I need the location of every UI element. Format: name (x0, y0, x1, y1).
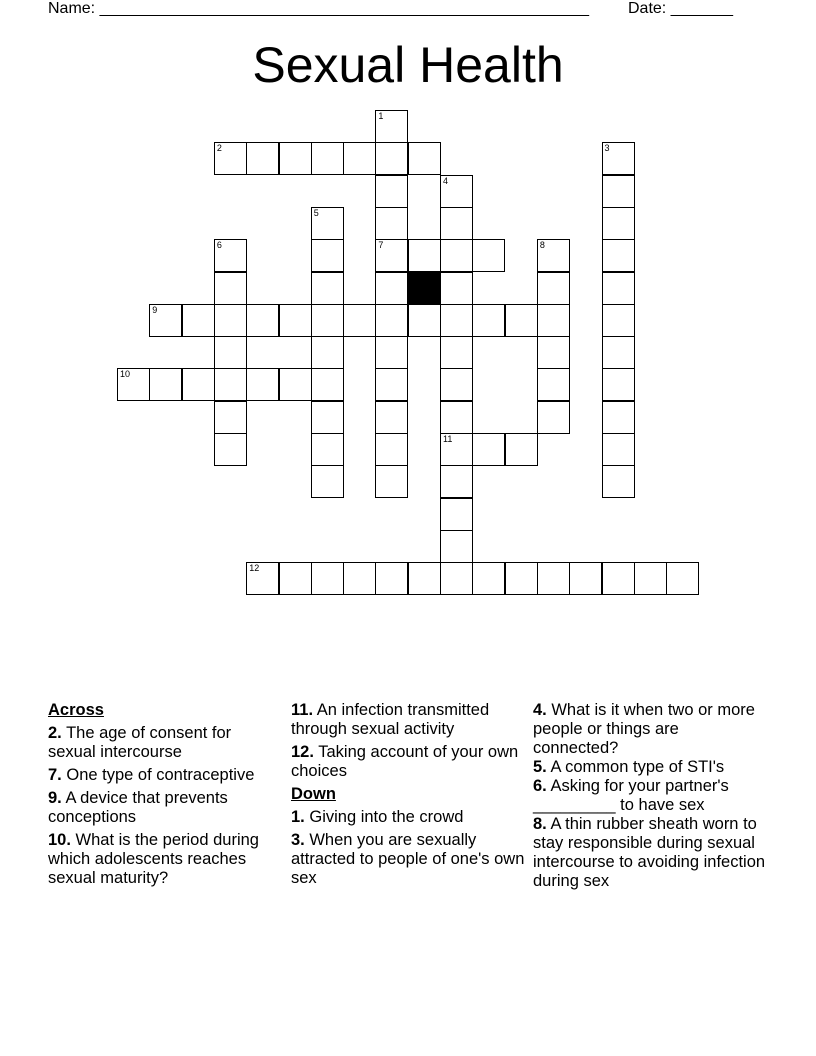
clue-number: 5 (313, 207, 319, 218)
grid-cell[interactable] (375, 272, 408, 305)
clue-number: 8 (539, 240, 545, 251)
grid-cell[interactable] (537, 401, 570, 434)
grid-cell[interactable] (311, 239, 344, 272)
grid-cell[interactable] (279, 304, 312, 337)
clue-down-4: 4. What is it when two or more people or things are connected? (533, 701, 755, 757)
grid-cell[interactable] (602, 562, 635, 595)
grid-cell[interactable] (602, 465, 635, 498)
grid-cell[interactable] (246, 562, 279, 595)
grid-cell[interactable] (343, 562, 376, 595)
grid-cell[interactable] (214, 433, 247, 466)
grid-cell[interactable] (440, 562, 473, 595)
clue-column-1 (48, 701, 283, 892)
grid-cell[interactable] (375, 304, 408, 337)
grid-cell[interactable] (408, 562, 441, 595)
grid-cell[interactable] (246, 142, 279, 175)
grid-cell[interactable] (182, 368, 215, 401)
grid-cell[interactable] (311, 401, 344, 434)
grid-cell[interactable] (602, 175, 635, 208)
grid-cell[interactable] (440, 368, 473, 401)
grid-cell[interactable] (537, 562, 570, 595)
grid-cell[interactable] (505, 562, 538, 595)
grid-cell[interactable] (375, 336, 408, 369)
grid-cell[interactable] (472, 304, 505, 337)
clue-number: 12 (249, 563, 260, 574)
grid-cell[interactable] (343, 142, 376, 175)
grid-cell[interactable] (311, 304, 344, 337)
clue-number: 11 (443, 434, 453, 444)
clue-down-3: 3. When you are sexually attracted to people of one's own sex (291, 831, 525, 887)
grid-cell[interactable] (214, 142, 247, 175)
clue-number: 9 (152, 304, 158, 315)
grid-cell[interactable] (214, 368, 247, 401)
grid-cell[interactable] (117, 368, 150, 401)
grid-cell[interactable] (375, 368, 408, 401)
grid-cell[interactable] (602, 368, 635, 401)
grid-cell[interactable] (634, 562, 667, 595)
grid-cell[interactable] (408, 142, 441, 175)
grid-cell[interactable] (375, 207, 408, 240)
grid-cell[interactable] (375, 401, 408, 434)
grid-cell[interactable] (537, 368, 570, 401)
grid-cell[interactable] (440, 336, 473, 369)
grid-cell[interactable] (440, 239, 473, 272)
grid-cell[interactable] (246, 368, 279, 401)
grid-cell[interactable] (602, 239, 635, 272)
grid-cell[interactable] (440, 401, 473, 434)
clue-column-3 (533, 701, 768, 891)
grid-cell[interactable] (182, 304, 215, 337)
grid-cell[interactable] (149, 304, 182, 337)
clue-across-11: 11. An infection transmitted through sexual activity (291, 701, 490, 738)
grid-cell[interactable] (505, 304, 538, 337)
grid-cell[interactable] (214, 336, 247, 369)
grid-cell[interactable] (246, 304, 279, 337)
name-field: Name: _______________________________________________________ (48, 0, 589, 17)
clue-across-7: 7. One type of contraceptive (48, 766, 255, 784)
grid-cell[interactable] (375, 239, 408, 272)
grid-cell[interactable] (569, 562, 602, 595)
grid-cell[interactable] (279, 368, 312, 401)
grid-cell[interactable] (602, 336, 635, 369)
grid-cell[interactable] (440, 433, 473, 466)
clue-across-12: 12. Taking account of your own choices (291, 743, 519, 780)
grid-cell[interactable] (311, 336, 344, 369)
clue-across-2: 2. The age of consent for sexual intercourse (48, 724, 232, 761)
grid-cell[interactable] (666, 562, 699, 595)
grid-cell[interactable] (375, 142, 408, 175)
date-field: Date: _______ (628, 0, 733, 17)
clue-number: 6 (216, 240, 222, 251)
grid-cell[interactable] (505, 433, 538, 466)
clue-number: 7 (378, 240, 384, 251)
grid-cell[interactable] (440, 498, 473, 531)
grid-cell[interactable] (440, 465, 473, 498)
grid-cell[interactable] (602, 433, 635, 466)
grid-cell[interactable] (472, 562, 505, 595)
grid-cell[interactable] (375, 433, 408, 466)
grid-cell[interactable] (279, 142, 312, 175)
grid-cell[interactable] (537, 304, 570, 337)
grid-cell[interactable] (537, 272, 570, 305)
clue-number: 4 (443, 175, 449, 186)
clue-column-2 (291, 701, 526, 892)
down-heading: Down (291, 785, 336, 803)
grid-cell[interactable] (311, 433, 344, 466)
clue-number: 2 (216, 143, 222, 154)
grid-cell[interactable] (214, 401, 247, 434)
grid-cell[interactable] (537, 336, 570, 369)
grid-cell[interactable] (472, 433, 505, 466)
grid-cell[interactable] (279, 562, 312, 595)
clue-down-5: 5. A common type of STI's (533, 758, 725, 776)
clue-down-1: 1. Giving into the crowd (291, 808, 464, 826)
grid-cell[interactable] (311, 272, 344, 305)
clue-number: 3 (604, 143, 610, 154)
grid-cell[interactable] (440, 272, 473, 305)
grid-cell[interactable] (149, 368, 182, 401)
grid-cell[interactable] (311, 368, 344, 401)
grid-cell[interactable] (440, 530, 473, 563)
clue-down-6: 6. Asking for your partner's _________ to have sex (533, 777, 729, 814)
black-square (408, 272, 441, 305)
grid-cell[interactable] (311, 142, 344, 175)
grid-cell[interactable] (472, 239, 505, 272)
clue-down-8: 8. A thin rubber sheath worn to stay responsible during sexual intercourse to avoiding infection during sex (533, 815, 766, 890)
page-title: Sexual Health (252, 37, 564, 93)
grid-cell[interactable] (214, 272, 247, 305)
grid-cell[interactable] (375, 175, 408, 208)
across-heading: Across (48, 701, 104, 719)
grid-cell[interactable] (537, 239, 570, 272)
grid-cell[interactable] (343, 304, 376, 337)
grid-cell[interactable] (440, 175, 473, 208)
grid-cell[interactable] (602, 207, 635, 240)
grid-cell[interactable] (440, 207, 473, 240)
grid-cell[interactable] (408, 239, 441, 272)
grid-cell[interactable] (214, 304, 247, 337)
grid-cell[interactable] (375, 110, 408, 143)
clue-across-10: 10. What is the period during which adolescents reaches sexual maturity? (48, 831, 259, 887)
grid-cell[interactable] (440, 304, 473, 337)
grid-cell[interactable] (311, 207, 344, 240)
grid-cell[interactable] (375, 465, 408, 498)
grid-cell[interactable] (408, 304, 441, 337)
grid-cell[interactable] (602, 401, 635, 434)
grid-cell[interactable] (311, 562, 344, 595)
clue-number: 1 (378, 111, 384, 121)
grid-cell[interactable] (311, 465, 344, 498)
grid-cell[interactable] (602, 304, 635, 337)
grid-cell[interactable] (602, 272, 635, 305)
clue-across-9: 9. A device that prevents conceptions (48, 789, 228, 826)
grid-cell[interactable] (214, 239, 247, 272)
clue-number: 10 (120, 369, 131, 380)
grid-cell[interactable] (375, 562, 408, 595)
grid-cell[interactable] (602, 142, 635, 175)
